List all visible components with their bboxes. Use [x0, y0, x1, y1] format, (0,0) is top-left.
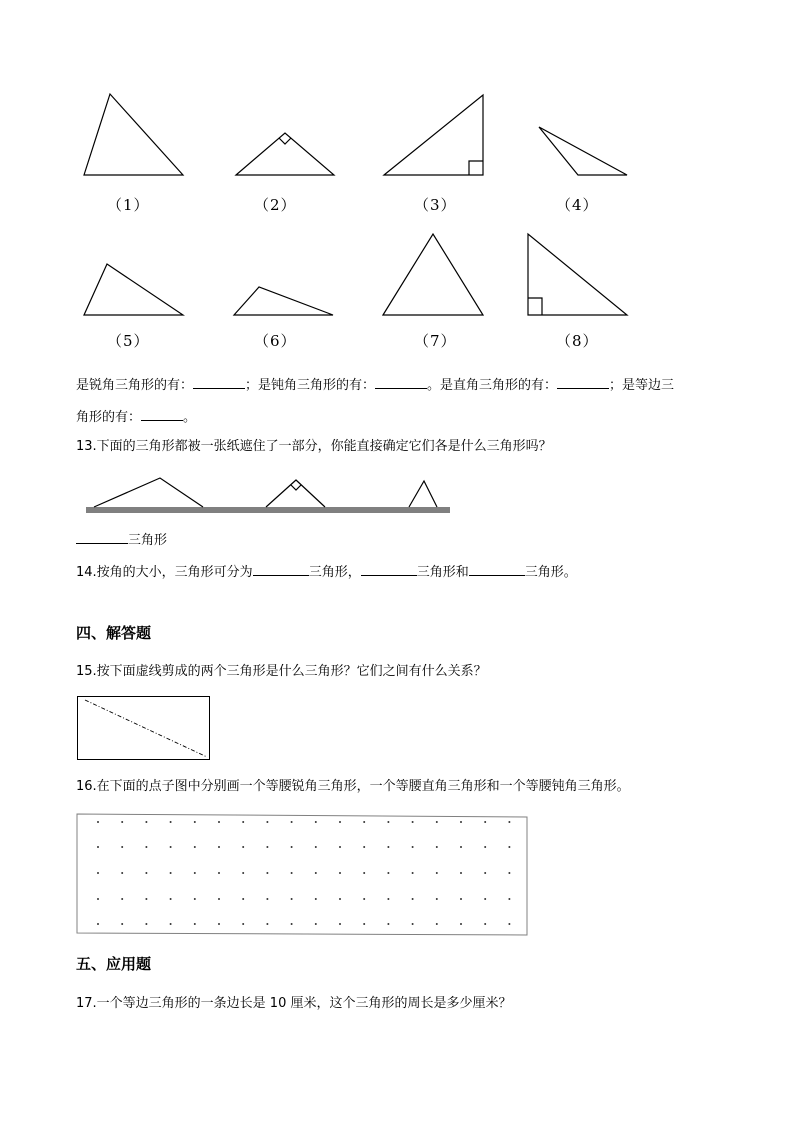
q12-obtuse-label: ；是钝角三角形的有：: [245, 378, 376, 393]
grid-dot[interactable]: [460, 923, 462, 925]
grid-dot[interactable]: [170, 898, 172, 900]
q16-dot-grid-border: [77, 814, 527, 935]
grid-dot[interactable]: [266, 923, 268, 925]
grid-dot[interactable]: [315, 898, 317, 900]
grid-dot[interactable]: [412, 898, 414, 900]
grid-dot[interactable]: [218, 821, 220, 823]
grid-dot[interactable]: [121, 821, 123, 823]
grid-dot[interactable]: [508, 821, 510, 823]
figure-label-6: （6）: [254, 332, 297, 350]
grid-dot[interactable]: [97, 846, 99, 848]
grid-dot[interactable]: [266, 898, 268, 900]
figure-label-4: （4）: [556, 196, 599, 214]
grid-dot[interactable]: [460, 898, 462, 900]
grid-dot[interactable]: [97, 872, 99, 874]
grid-dot[interactable]: [218, 872, 220, 874]
grid-dot[interactable]: [363, 846, 365, 848]
q15-question: 15.按下面虚线剪成的两个三角形是什么三角形？它们之间有什么关系？: [76, 664, 487, 679]
grid-dot[interactable]: [315, 821, 317, 823]
grid-dot[interactable]: [121, 898, 123, 900]
grid-dot[interactable]: [412, 923, 414, 925]
grid-dot[interactable]: [339, 898, 341, 900]
section-5-title: 五、应用题: [76, 955, 152, 973]
grid-dot[interactable]: [121, 872, 123, 874]
grid-dot[interactable]: [363, 872, 365, 874]
figure-label-8: （8）: [556, 332, 599, 350]
grid-dot[interactable]: [291, 872, 293, 874]
figure-label-5: （5）: [107, 332, 150, 350]
q12-equilateral-label: ；是等边三: [609, 378, 675, 393]
grid-dot[interactable]: [145, 872, 147, 874]
grid-dot[interactable]: [218, 898, 220, 900]
q14-prefix: 14.按角的大小，三角形可分为: [76, 565, 253, 580]
grid-dot[interactable]: [194, 923, 196, 925]
grid-dot[interactable]: [339, 923, 341, 925]
grid-dot[interactable]: [97, 923, 99, 925]
grid-dot[interactable]: [170, 846, 172, 848]
grid-dot[interactable]: [508, 872, 510, 874]
grid-dot[interactable]: [266, 821, 268, 823]
q17-question: 17.一个等边三角形的一条边长是 10 厘米，这个三角形的周长是多少厘米？: [76, 996, 512, 1011]
grid-dot[interactable]: [387, 872, 389, 874]
figure-label-1: （1）: [107, 196, 150, 214]
grid-dot[interactable]: [436, 923, 438, 925]
grid-dot[interactable]: [145, 923, 147, 925]
grid-dot[interactable]: [484, 898, 486, 900]
q12-equilateral-label-cont: 角形的有：: [76, 410, 142, 425]
grid-dot[interactable]: [121, 846, 123, 848]
q12-right-label: 。是直角三角形的有：: [427, 378, 558, 393]
q12-end-mark: 。: [183, 410, 197, 425]
grid-dot[interactable]: [170, 872, 172, 874]
q13-question: 13.下面的三角形都被一张纸遮住了一部分，你能直接确定它们各是什么三角形吗？: [76, 439, 552, 454]
grid-dot[interactable]: [508, 923, 510, 925]
grid-dot[interactable]: [266, 846, 268, 848]
grid-dot[interactable]: [145, 898, 147, 900]
grid-dot[interactable]: [484, 872, 486, 874]
grid-dot[interactable]: [145, 821, 147, 823]
grid-dot[interactable]: [436, 846, 438, 848]
grid-dot[interactable]: [194, 821, 196, 823]
grid-dot[interactable]: [387, 923, 389, 925]
grid-dot[interactable]: [194, 846, 196, 848]
grid-dot[interactable]: [484, 821, 486, 823]
grid-dot[interactable]: [460, 872, 462, 874]
grid-dot[interactable]: [242, 821, 244, 823]
grid-dot[interactable]: [121, 923, 123, 925]
grid-dot[interactable]: [460, 846, 462, 848]
grid-dot[interactable]: [218, 923, 220, 925]
q12-acute-label: 是锐角三角形的有：: [76, 378, 194, 393]
grid-dot[interactable]: [436, 898, 438, 900]
grid-dot[interactable]: [194, 872, 196, 874]
grid-dot[interactable]: [291, 923, 293, 925]
q16-question: 16.在下面的点子图中分别画一个等腰锐角三角形，一个等腰直角三角形和一个等腰钝角三角形。: [76, 779, 630, 794]
grid-dot[interactable]: [339, 872, 341, 874]
grid-dot[interactable]: [484, 846, 486, 848]
grid-dot[interactable]: [97, 898, 99, 900]
grid-dot[interactable]: [315, 923, 317, 925]
figure-label-3: （3）: [414, 196, 457, 214]
grid-dot[interactable]: [315, 872, 317, 874]
grid-dot[interactable]: [508, 846, 510, 848]
grid-dot[interactable]: [387, 846, 389, 848]
q14-mid-2: 三角形和: [416, 565, 469, 580]
grid-dot[interactable]: [339, 846, 341, 848]
grid-dot[interactable]: [242, 846, 244, 848]
q13-answer-suffix: 三角形: [128, 533, 168, 548]
grid-dot[interactable]: [436, 821, 438, 823]
figure-label-7: （7）: [414, 332, 457, 350]
grid-dot[interactable]: [363, 923, 365, 925]
grid-dot[interactable]: [97, 821, 99, 823]
grid-dot[interactable]: [460, 821, 462, 823]
grid-dot[interactable]: [242, 872, 244, 874]
grid-dot[interactable]: [412, 846, 414, 848]
grid-dot[interactable]: [145, 846, 147, 848]
grid-dot[interactable]: [363, 821, 365, 823]
grid-dot[interactable]: [242, 923, 244, 925]
grid-dot[interactable]: [484, 923, 486, 925]
grid-dot[interactable]: [170, 821, 172, 823]
section-4-title: 四、解答题: [76, 624, 152, 642]
grid-dot[interactable]: [291, 821, 293, 823]
grid-dot[interactable]: [218, 846, 220, 848]
grid-dot[interactable]: [315, 846, 317, 848]
grid-dot[interactable]: [436, 872, 438, 874]
q14-mid-1: 三角形，: [308, 565, 361, 580]
grid-dot[interactable]: [339, 821, 341, 823]
grid-dot[interactable]: [363, 898, 365, 900]
grid-dot[interactable]: [266, 872, 268, 874]
grid-dot[interactable]: [291, 898, 293, 900]
grid-dot[interactable]: [508, 898, 510, 900]
grid-dot[interactable]: [242, 898, 244, 900]
grid-dot[interactable]: [291, 846, 293, 848]
grid-dot[interactable]: [194, 898, 196, 900]
grid-dot[interactable]: [387, 898, 389, 900]
grid-dot[interactable]: [170, 923, 172, 925]
figure-label-2: （2）: [254, 196, 297, 214]
grid-dot[interactable]: [387, 821, 389, 823]
grid-dot[interactable]: [412, 872, 414, 874]
grid-dot[interactable]: [412, 821, 414, 823]
q14-end: 三角形。: [524, 565, 577, 580]
